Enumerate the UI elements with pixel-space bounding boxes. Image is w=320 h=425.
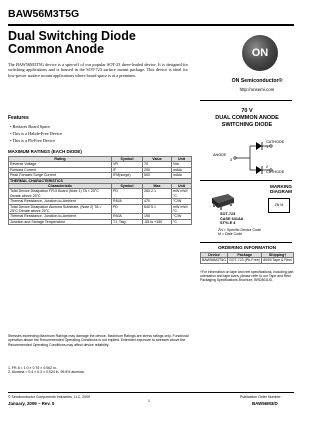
- table-cell: 200: [143, 167, 172, 172]
- publication-label: Publication Order Number:: [240, 395, 282, 399]
- document-title: [8, 30, 188, 56]
- ordering-info-title: ORDERING INFORMATION: [217, 245, 277, 250]
- column-header: Shipping†: [262, 253, 294, 258]
- features-list: [10, 123, 62, 144]
- page-number: 1: [148, 399, 150, 403]
- table-cell: TJ, Tstg: [112, 219, 143, 224]
- title-line-2: Common Anode: [8, 42, 105, 56]
- feature-item: • Reduces Board Space: [10, 124, 51, 129]
- table-cell: °C/W: [172, 214, 192, 219]
- table-cell: 195: [143, 214, 172, 219]
- table-cell: Total Device Dissipation FR-5 Board (Note 1) TA = 25°C Derate above 25°C: [9, 189, 112, 199]
- table-cell: IF: [112, 167, 143, 172]
- marking-legend-line: ZN = Specific Device Code: [218, 228, 262, 232]
- table-cell: Total Device Dissipation Alumina Substrate, (Note 2) TA = 25°C Derate above 25°C: [9, 204, 112, 214]
- column-header: Max: [143, 184, 172, 189]
- table-cell: mW mW/°C: [172, 204, 192, 214]
- package-icon: [206, 190, 238, 212]
- feature-item: • This is a Pb-Free Device: [10, 138, 55, 143]
- table-cell: Forward Current: [9, 167, 112, 172]
- header-rule: [8, 24, 294, 26]
- table-cell: 470: [143, 199, 172, 204]
- table-row: [9, 204, 192, 214]
- max-ratings-title: MAXIMUM RATINGS (EACH DIODE): [8, 149, 82, 154]
- table-cell: mW mW/°C: [172, 189, 192, 199]
- table-cell: SOT-723 (Pb-Free): [229, 258, 260, 263]
- features-heading: Features: [8, 115, 29, 121]
- table-cell: -55 to +150: [143, 219, 172, 224]
- table-cell: PD: [112, 204, 143, 214]
- marking-diagram-title: [266, 184, 296, 195]
- revision-date: January, 2009 − Rev. 0: [8, 401, 55, 406]
- table-cell: 640 5.1: [143, 204, 172, 214]
- column-header: Characteristic: [9, 184, 112, 189]
- marking-code-box: ZN M: [268, 198, 290, 213]
- divider: [200, 242, 292, 243]
- table-cell: °C: [172, 219, 192, 224]
- divider: [200, 180, 292, 181]
- cathode-pin-2: 2: [266, 165, 269, 169]
- table-cell: RθJA: [112, 199, 143, 204]
- package-info: [220, 212, 243, 226]
- spec-line-2: DUAL COMMON ANODE: [215, 115, 279, 121]
- spec-line-3: SWITCHING DIODE: [221, 122, 273, 128]
- package-name: SOT-723: [220, 212, 236, 216]
- table-cell: Peak Forward Surge Current: [9, 173, 112, 178]
- column-header: Unit: [172, 157, 192, 162]
- table-cell: VR: [112, 162, 143, 167]
- package-style: STYLE 4: [220, 221, 236, 226]
- column-header: Rating: [9, 157, 112, 162]
- table-row: [9, 219, 192, 224]
- thermal-title: THERMAL CHARACTERISTICS: [9, 178, 192, 183]
- footnote: 2. Alumina = 0.4 × 0.3 × 0.024 in. 99.5% alumina.: [8, 370, 85, 375]
- divider: [200, 100, 292, 101]
- logo-text: ON: [251, 47, 269, 59]
- footnote: 1. FR-5 = 1.0 × 0.75 × 0.062 in.: [8, 366, 57, 370]
- table-cell: mAdc: [172, 173, 192, 178]
- footer-rule: [8, 392, 294, 393]
- company-name: ON Semiconductor®: [231, 78, 283, 84]
- table-header-row: [201, 253, 294, 258]
- column-header: Package: [228, 253, 262, 258]
- cathode-label-1: CATHODE: [266, 140, 285, 144]
- marking-legend: [218, 228, 261, 237]
- table-cell: 500: [143, 173, 172, 178]
- table-cell: RθJA: [112, 214, 143, 219]
- cathode-pin-1: 1: [266, 145, 269, 149]
- package-case: CASE 631AA: [220, 216, 244, 221]
- feature-item: • This is a Halide-Free Device: [10, 131, 62, 136]
- max-ratings-table: [8, 156, 192, 225]
- stress-note: Stresses exceeding Maximum Ratings may damage the device. Maximum Ratings are stress ratings only. Functional operation above the Recommended Operating Conditions is not implied. Extended exposure to stresses above the Recommended Operating Conditions may affect device reliability.: [8, 334, 189, 347]
- cathode-label-2: CATHODE: [266, 170, 285, 174]
- table-cell: 70: [143, 162, 172, 167]
- table-cell: mAdc: [172, 167, 192, 172]
- title-line-1: Dual Switching Diode: [8, 29, 136, 43]
- publication-number: BAW56M3/D: [252, 401, 278, 406]
- table-row: [201, 258, 294, 263]
- marking-title-line-1: MARKING: [270, 184, 292, 189]
- company-url[interactable]: http://onsemi.com: [239, 87, 275, 92]
- table-cell: Thermal Resistance, Junction-to-Ambient: [9, 199, 112, 204]
- copyright: © Semiconductor Components Industries, LLC, 2009: [8, 395, 90, 399]
- description-text: The BAW56M3T5G device is a spin-off of our popular SOT-23 three-leaded device. It is designed for switching applications and is housed in the SOT-723 surface mount package. This device is ideal for low-power surface mount applications where board space is at a premium.: [8, 62, 188, 78]
- table-cell: Junction and Storage Temperature: [9, 219, 112, 224]
- part-number: BAW56M3T5G: [8, 8, 80, 20]
- spec-summary: [200, 108, 294, 129]
- table-cell: Reverse Voltage: [9, 162, 112, 167]
- anode-label: ANODE: [213, 153, 227, 157]
- anode-pin: 3: [230, 158, 233, 162]
- table-cell: PD: [112, 189, 143, 199]
- ordering-note: †For information on tape and reel specifications, including part orientation and tape sizes, please refer to our Tape and Reel Packaging Specifications Brochure, BRD8011/D.: [200, 270, 294, 283]
- column-header: Value: [143, 157, 172, 162]
- marking-title-line-2: DIAGRAM: [270, 189, 292, 195]
- table-cell: °C/W: [172, 199, 192, 204]
- table-cell: 8000/Tape & Reel: [263, 258, 292, 263]
- table-cell: Vdc: [172, 162, 192, 167]
- table-cell: Thermal Resistance, Junction-to-Ambient: [9, 214, 112, 219]
- table-row: [9, 189, 192, 199]
- column-header: Symbol: [112, 184, 143, 189]
- column-header: Device: [201, 253, 228, 258]
- column-header: Unit: [172, 184, 192, 189]
- spec-voltage: 70 V: [241, 108, 253, 114]
- marking-legend-line: M = Date Code: [218, 232, 243, 237]
- table-cell: IFM(surge): [112, 173, 143, 178]
- table-cell: BAW56M3T5G: [202, 258, 227, 263]
- column-header: Symbol: [112, 157, 143, 162]
- table-cell: 265 2.1: [143, 189, 172, 199]
- ordering-table: [200, 252, 294, 264]
- footnotes: [8, 366, 192, 375]
